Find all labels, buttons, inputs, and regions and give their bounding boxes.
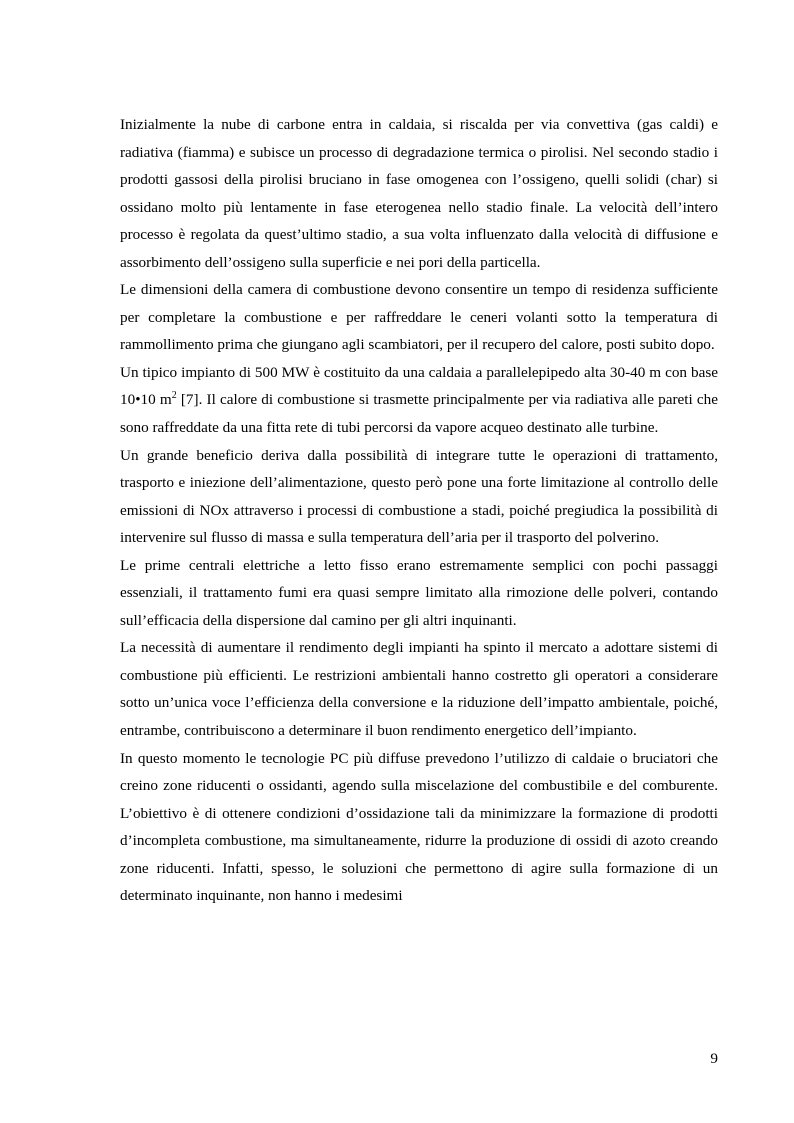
paragraph-typical-plant-end: [7]. Il calore di combustione si trasmette principalmente per via radiativa alle pareti che sono raffreddate da una fitta rete di tubi percorsi da vapore acqueo destinato alle turbine. bbox=[120, 391, 718, 437]
paragraph-early-plants: Le prime centrali elettriche a letto fisso erano estremamente semplici con pochi passaggi essenziali, il trattamento fumi era quasi sempre limitato alla rimozione delle polveri, contando sull’efficacia della dispersione dal camino per gli altri inquinanti. bbox=[120, 556, 718, 629]
paragraph-efficiency: La necessità di aumentare il rendimento degli impianti ha spinto il mercato a adottare sistemi di combustione più efficienti. Le restrizioni ambientali hanno costretto gli operatori a considerare sotto un’unica voce l’efficienza della conversione e la riduzione dell’impatto ambientale, poiché, entrambe, contribuiscono a determinare il buon rendimento energetico dell’impianto. bbox=[120, 639, 718, 740]
superscript: 2 bbox=[171, 390, 177, 402]
paragraph-pc-technologies: In questo momento le tecnologie PC più diffuse prevedono l’utilizzo di caldaie o bruciatori che creino zone riducenti o ossidanti, agendo sulla miscelazione del combustibile e del comburente. L’obiettivo è di ottenere condizioni d’ossidazione tali da minimizzare la formazione di prodotti d’incompleta combustione, ma simultaneamente, ridurre la produzione di ossidi di azoto creando zone riducenti. Infatti, spesso, le soluzioni che permettono di agire sulla formazione di un determinato inquinante, non hanno i medesimi bbox=[120, 749, 718, 905]
paragraph-typical-plant-start: Un tipico impianto di 500 MW è costituito da una caldaia a parallelepipedo alta 30-40 m con base 10•10 m bbox=[120, 363, 718, 409]
paragraph-integration-benefit: Un grande beneficio deriva dalla possibilità di integrare tutte le operazioni di trattamento, trasporto e iniezione dell’alimentazione, questo però pone una forte limitazione al controllo delle emissioni di NOx attraverso i processi di combustione a stadi, poiché pregiudica la possibilità di intervenire sul flusso di massa e sulla temperatura dell’aria per il trasporto del polverino. bbox=[120, 446, 718, 547]
paragraph-coal-combustion-stages: Inizialmente la nube di carbone entra in caldaia, si riscalda per via convettiva (gas caldi) e radiativa (fiamma) e subisce un processo di degradazione termica o pirolisi. Nel secondo stadio i prodotti gassosi della pirolisi bruciano in fase omogenea con l’ossigeno, quelli solidi (char) si ossidano molto più lentamente in fase eterogenea nello stadio finale. La velocità dell’intero processo è regolata da quest’ultimo stadio, a sua volta influenzato dalla velocità di diffusione e assorbimento dell’ossigeno sulla superficie e nei pori della particella. bbox=[120, 116, 718, 271]
body-text bbox=[120, 111, 718, 910]
page-number: 9 bbox=[710, 1050, 718, 1067]
paragraph-typical-plant bbox=[120, 359, 718, 442]
paragraph-combustion-chamber: Le dimensioni della camera di combustione devono consentire un tempo di residenza sufficiente per completare la combustione e per raffreddare le ceneri volanti sotto la temperatura di rammollimento prima che giungano agli scambiatori, per il recupero del calore, posti subito dopo. bbox=[120, 281, 718, 354]
